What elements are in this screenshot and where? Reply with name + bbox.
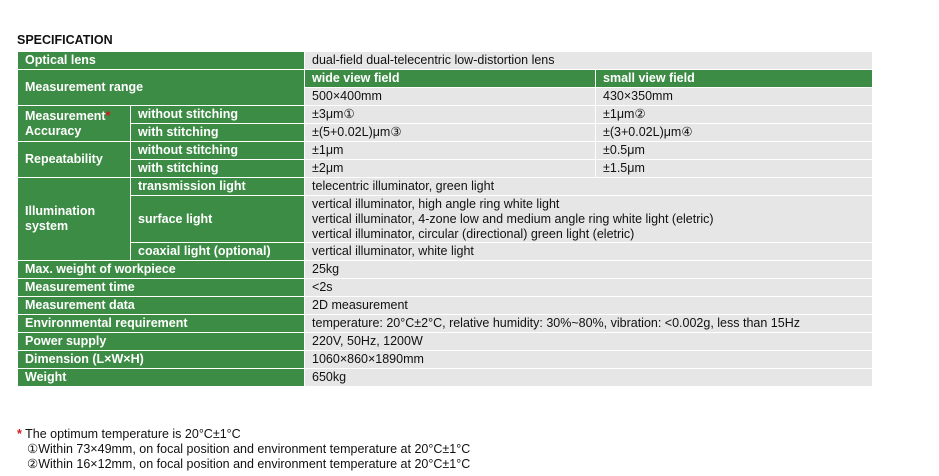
accuracy-without-small: ±1μm② [596,106,873,124]
small-view-field-header: small view field [596,70,873,88]
surface-light-line: vertical illuminator, high angle ring white light [312,196,560,211]
environmental-requirement-label: Environmental requirement [18,315,305,333]
accuracy-with-wide: ±(5+0.02L)μm③ [305,124,596,142]
table-row [18,70,873,88]
power-supply-value: 220V, 50Hz, 1200W [305,333,873,351]
accuracy-with-small: ±(3+0.02L)μm④ [596,124,873,142]
footnote-star: * [17,427,22,441]
repeatability-label: Repeatability [18,142,131,178]
optical-lens-value: dual-field dual-telecentric low-distortion lens [305,52,873,70]
table-row [18,243,873,261]
accuracy-with-label: with stitching [131,124,305,142]
footnotes [17,427,470,472]
table-row [18,297,873,315]
measurement-time-label: Measurement time [18,279,305,297]
coaxial-light-value: vertical illuminator, white light [305,243,873,261]
table-row [18,124,873,142]
table-row [18,106,873,124]
optical-lens-label: Optical lens [18,52,305,70]
illumination-label-line2: system [25,219,69,233]
repeatability-without-small: ±0.5μm [596,142,873,160]
wide-view-field-header: wide view field [305,70,596,88]
accuracy-without-wide: ±3μm① [305,106,596,124]
accuracy-label-line1: Measurement [25,108,106,123]
illumination-label-line1: Illumination [25,204,96,218]
measurement-data-label: Measurement data [18,297,305,315]
footnote-2: ②Within 16×12mm, on focal position and environment temperature at 20°C±1°C [27,457,471,471]
table-row [18,351,873,369]
table-row [18,369,873,387]
table-row [18,196,873,243]
repeatability-with-label: with stitching [131,160,305,178]
table-row [18,315,873,333]
transmission-light-value: telecentric illuminator, green light [305,178,873,196]
dimension-label: Dimension (L×W×H) [18,351,305,369]
coaxial-light-label: coaxial light (optional) [131,243,305,261]
repeatability-with-wide: ±2μm [305,160,596,178]
footnote-optimum-text: The optimum temperature is 20°C±1°C [25,427,241,441]
dimension-value: 1060×860×1890mm [305,351,873,369]
environmental-requirement-value: temperature: 20°C±2°C, relative humidity: 30%~80%, vibration: <0.002g, less than 15Hz [305,315,873,333]
table-row [18,333,873,351]
repeatability-with-small: ±1.5μm [596,160,873,178]
table-row [18,279,873,297]
max-weight-label: Max. weight of workpiece [18,261,305,279]
table-row [18,52,873,70]
table-row [18,142,873,160]
measurement-data-value: 2D measurement [305,297,873,315]
surface-light-label: surface light [131,196,305,243]
repeatability-without-wide: ±1μm [305,142,596,160]
measurement-time-value: <2s [305,279,873,297]
repeatability-without-label: without stitching [131,142,305,160]
weight-value: 650kg [305,369,873,387]
power-supply-label: Power supply [18,333,305,351]
range-wide-value: 500×400mm [305,88,596,106]
max-weight-value: 25kg [305,261,873,279]
range-small-value: 430×350mm [596,88,873,106]
accuracy-without-label: without stitching [131,106,305,124]
weight-label: Weight [18,369,305,387]
footnote-1: ①Within 73×49mm, on focal position and environment temperature at 20°C±1°C [27,442,471,456]
footnote-optimum [17,427,470,442]
page-title: SPECIFICATION [17,33,113,47]
accuracy-label-line2: Accuracy [25,123,82,138]
surface-light-value [305,196,873,243]
surface-light-line: vertical illuminator, 4-zone low and medium angle ring white light (eletric) [312,211,714,226]
accuracy-star: * [105,108,111,123]
illumination-label [18,178,131,261]
table-row [18,178,873,196]
table-row [18,261,873,279]
accuracy-label [18,106,131,142]
table-row [18,160,873,178]
transmission-light-label: transmission light [131,178,305,196]
measurement-range-label: Measurement range [18,70,305,106]
specification-table [17,51,873,387]
surface-light-line: vertical illuminator, circular (directional) green light (eletric) [312,226,635,241]
